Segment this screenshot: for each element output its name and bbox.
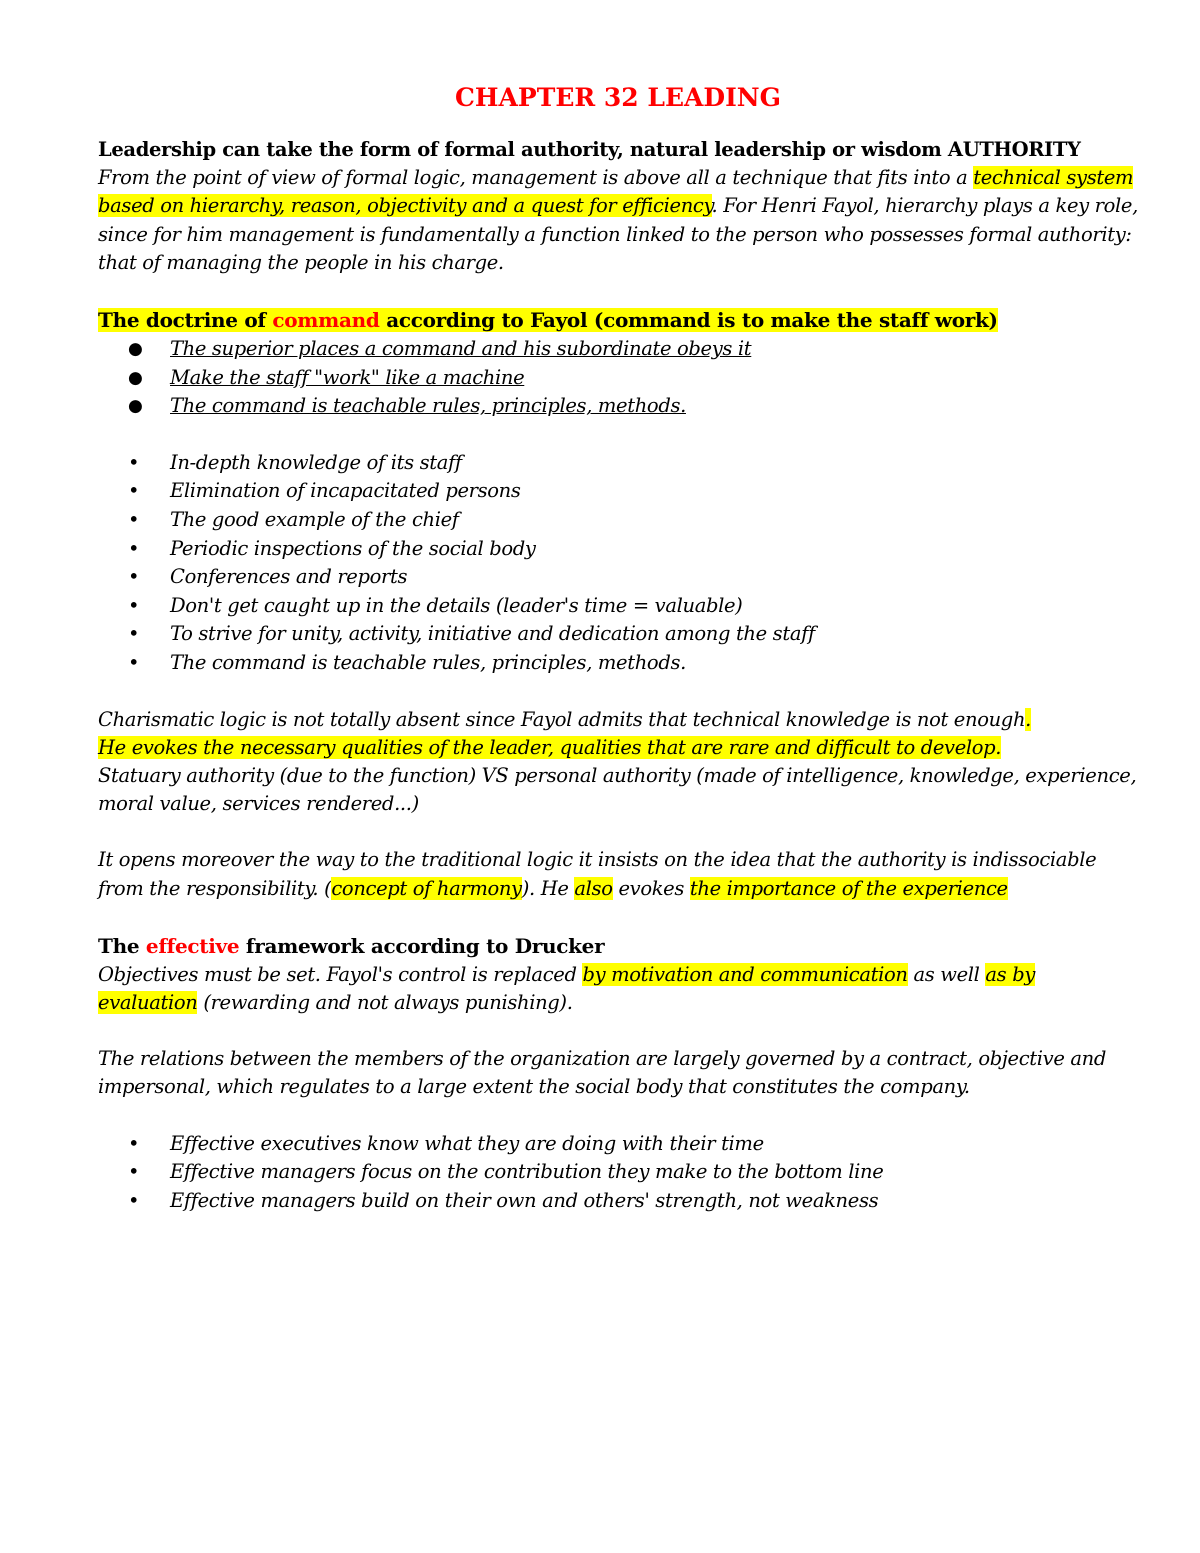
heading-keyword: command bbox=[272, 308, 380, 333]
text-run: It opens moreover the way to the traditional logic it insists on the idea that the authority is indissociable from the responsibility. ( bbox=[98, 848, 1097, 900]
paragraph-relations: The relations between the members of the organization are largely governed by a contract, objective and impersonal, which regulates to a large extent the social body that constitutes the company. bbox=[98, 1047, 1107, 1099]
highlighted-text: by motivation and communication bbox=[582, 962, 908, 986]
heading-keyword: effective bbox=[145, 933, 240, 958]
text-run: Objectives must be set. Fayol's control is replaced bbox=[98, 962, 583, 986]
text-run: From the point of view of formal logic, management is above all a technique that fits into a bbox=[98, 166, 974, 190]
bullet-icon: ● bbox=[128, 367, 143, 388]
text-run: Charismatic logic is not totally absent since Fayol admits that technical knowledge is not enough bbox=[98, 707, 1026, 731]
bullet-icon: • bbox=[128, 450, 140, 474]
list-item bbox=[98, 1187, 1138, 1216]
bullet-icon: • bbox=[128, 622, 140, 646]
bullet-icon: • bbox=[128, 536, 140, 560]
paragraph-traditional-logic bbox=[98, 846, 1138, 902]
bullet-icon: • bbox=[128, 479, 140, 503]
bullet-icon: • bbox=[128, 507, 140, 531]
text-run: . For Henri Fayol, hierarchy plays a key role, since for him management is fundamentally a function linked to the person who possesses formal authority: that of managing the people in his charge. bbox=[98, 194, 1138, 274]
section-heading-leadership: Leadership can take the form of formal authority, natural leadership or wisdom AUTHORITY bbox=[98, 138, 1081, 161]
command-principles-list bbox=[98, 449, 1138, 678]
section-heading-drucker bbox=[98, 931, 1138, 961]
highlighted-text: as by evaluation bbox=[98, 962, 1035, 1014]
paragraph-formal-logic bbox=[98, 164, 1138, 277]
highlighted-text: technical system based on hierarchy, reason, objectivity and a quest for efficiency bbox=[98, 166, 1134, 218]
text-run: evokes bbox=[612, 876, 690, 900]
effective-managers-list bbox=[98, 1130, 1138, 1216]
page-title: CHAPTER 32 LEADING bbox=[455, 83, 781, 112]
text-run: Statuary authority (due to the function) VS personal authority (made of intelligence, knowledge, experience, moral value, services rendered...) bbox=[98, 763, 1137, 816]
list-item-text: Elimination of incapacitated persons bbox=[170, 479, 521, 503]
highlighted-text: . bbox=[1025, 707, 1032, 731]
list-item bbox=[98, 392, 1138, 421]
list-item-text: Don't get caught up in the details (leader's time = valuable) bbox=[170, 593, 743, 617]
list-item-text: Effective managers focus on the contribution they make to the bottom line bbox=[170, 1160, 884, 1184]
list-item-text: Effective managers build on their own and others' strength, not weakness bbox=[170, 1188, 879, 1212]
heading-part: The bbox=[98, 933, 146, 958]
bullet-icon: ● bbox=[128, 339, 143, 360]
list-item-text: The command is teachable rules, principles, methods. bbox=[170, 650, 686, 674]
highlighted-text: He evokes the necessary qualities of the leader, qualities that are rare and difficult to develop. bbox=[98, 735, 1002, 759]
list-item bbox=[98, 535, 1138, 564]
document-body bbox=[98, 78, 1138, 1215]
list-item bbox=[98, 649, 1138, 678]
list-item bbox=[98, 563, 1138, 592]
text-run: as well bbox=[907, 962, 986, 986]
highlighted-text: the importance of the experience bbox=[689, 876, 1008, 900]
bullet-icon: • bbox=[128, 650, 140, 674]
list-item-text: Effective executives know what they are doing with their time bbox=[170, 1131, 764, 1155]
heading-part: according to Fayol (command is to make the staff work) bbox=[379, 308, 998, 333]
list-item bbox=[98, 449, 1138, 478]
highlighted-text: also bbox=[574, 876, 613, 900]
highlighted-text: concept of harmony bbox=[331, 876, 522, 900]
command-underlined-list bbox=[98, 335, 1138, 421]
list-item-text: Periodic inspections of the social body bbox=[170, 536, 536, 560]
paragraph-charismatic-logic bbox=[98, 706, 1138, 819]
heading-part: framework according to Drucker bbox=[239, 933, 605, 958]
list-item-text: The good example of the chief bbox=[170, 507, 459, 531]
list-item bbox=[98, 335, 1138, 364]
list-item bbox=[98, 1130, 1138, 1159]
text-run: ). He bbox=[521, 876, 575, 900]
section-heading-command bbox=[98, 305, 1138, 335]
bullet-icon: • bbox=[128, 1188, 140, 1212]
bullet-icon: • bbox=[128, 593, 140, 617]
bullet-icon: ● bbox=[128, 396, 143, 417]
list-item-text: Make the staff "work" like a machine bbox=[170, 365, 525, 389]
list-item-text: Conferences and reports bbox=[170, 565, 408, 589]
list-item bbox=[98, 620, 1138, 649]
list-item bbox=[98, 477, 1138, 506]
text-run: (rewarding and not always punishing). bbox=[197, 990, 573, 1014]
bullet-icon: • bbox=[128, 1131, 140, 1155]
heading-part: The doctrine of bbox=[98, 308, 273, 333]
list-item bbox=[98, 364, 1138, 393]
paragraph-objectives bbox=[98, 961, 1138, 1017]
list-item-text: To strive for unity, activity, initiative and dedication among the staff bbox=[170, 622, 815, 646]
bullet-icon: • bbox=[128, 565, 140, 589]
list-item-text: The superior places a command and his subordinate obeys it bbox=[170, 337, 752, 361]
list-item-text: The command is teachable rules, principles, methods. bbox=[170, 394, 686, 418]
list-item bbox=[98, 1158, 1138, 1187]
list-item-text: In-depth knowledge of its staff bbox=[170, 450, 462, 474]
list-item bbox=[98, 592, 1138, 621]
list-item bbox=[98, 506, 1138, 535]
bullet-icon: • bbox=[128, 1160, 140, 1184]
